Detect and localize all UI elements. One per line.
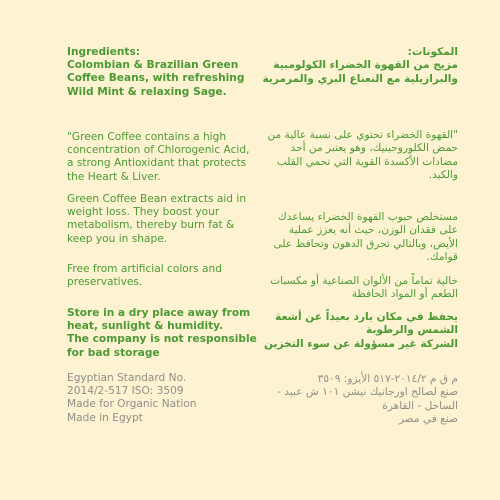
arabic-ingredients-text: مزيج من القهوة الخضراء الكولومبية والبرازيلية مع النعناع البري والمرمرية bbox=[262, 59, 458, 85]
made-in-text: Made in Egypt bbox=[67, 411, 143, 424]
standard-line-1: Egyptian Standard No. bbox=[67, 372, 187, 384]
antioxidant-quote: "Green Coffee contains a high concentration of Chlorogenic Acid, a strong Antioxidant that protects the Heart & Liver. bbox=[67, 131, 250, 183]
arabic-free-from-text: خالية تماماً من الألوان الصناعية أو مكسبات الطعم أو المواد الحافظة bbox=[270, 275, 458, 301]
ingredients-text: Colombian & Brazilian Green Coffee Beans, with refreshing Wild Mint & relaxing Sage. bbox=[67, 59, 245, 98]
arabic-weight-loss-text: مستخلص حبوب القهوة الخضراء يساعدك على فقدان الوزن، حيث أنه يعزز عملية الأيض، وبالتالي تحرق الدهون وتحافظ على قوامك. bbox=[273, 211, 458, 264]
standard-line-2: 2014/2-517 ISO: 3509 bbox=[67, 385, 184, 398]
arabic-standard-line-2: صنع لصالح اورجانيك نيشن ١٠١ ش عبيد - الساحل - القاهرة bbox=[277, 386, 458, 412]
weight-loss-text: Green Coffee Bean extracts aid in weight loss. They boost your metabolism, thereby burn fat & keep you in shape. bbox=[67, 193, 247, 245]
arabic-storage-text: يحفظ في مكان بارد بعيداً عن أشعة الشمس والرطوبة bbox=[275, 311, 458, 337]
made-for-text: Made for Organic Nation bbox=[67, 398, 197, 411]
arabic-ingredients-heading: المكونات: bbox=[407, 46, 458, 58]
arabic-antioxidant-quote: "القهوة الخضراء تحتوي على نسبة عالية من حمض الكلوروجينيك، وهو يعتبر من أحد مضادات الأكسدة القوية التي تحمي القلب والكبد. bbox=[267, 129, 458, 182]
responsibility-text: The company is not responsible for bad storage bbox=[67, 333, 257, 359]
storage-text: Store in a dry place away from heat, sunlight & humidity. bbox=[67, 307, 251, 333]
arabic-standard-line-1: م ق م ٢٠١٤/٢-٥١٧ الأيزو: ٣٥٠٩ bbox=[317, 373, 458, 385]
ingredients-heading: Ingredients: bbox=[67, 46, 141, 58]
arabic-made-in-text: صنع في مصر bbox=[398, 413, 458, 426]
arabic-responsibility-text: الشركة غير مسؤولة عن سوء التخزين bbox=[263, 337, 458, 350]
free-from-text: Free from artificial colors and preservatives. bbox=[67, 263, 222, 289]
